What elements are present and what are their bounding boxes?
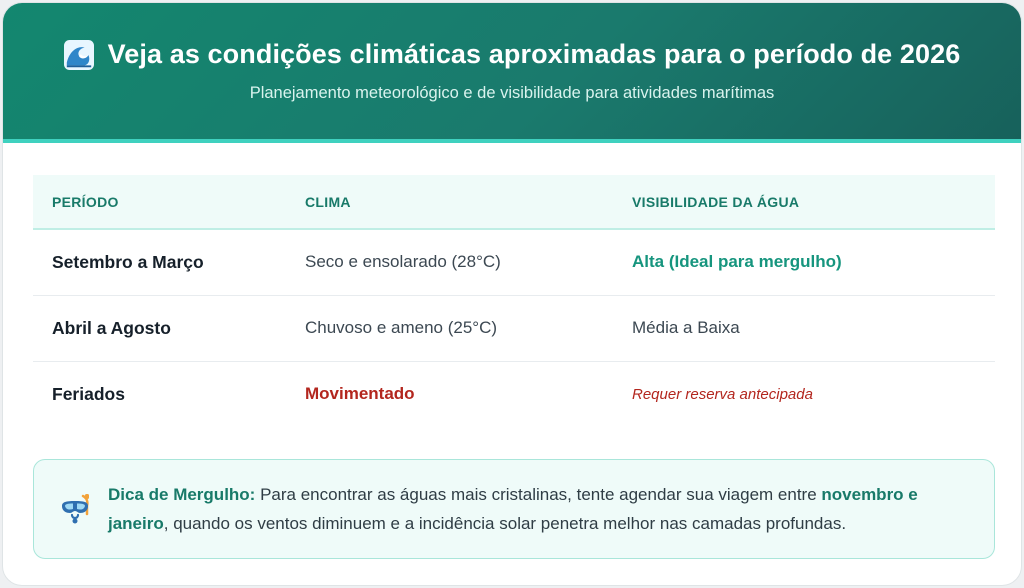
diving-tip-text: [108, 480, 970, 538]
row-visibility: Média a Baixa: [632, 295, 995, 361]
row-visibility: Requer reserva antecipada: [632, 385, 813, 403]
table-row: [33, 229, 995, 295]
weather-card: [2, 2, 1022, 586]
page-title: Veja as condições climáticas aproximadas para o período de 2026: [107, 39, 961, 69]
title-row: [3, 39, 1021, 70]
diving-mask-icon: [58, 492, 92, 526]
row-climate: Seco e ensolarado (28°C): [305, 229, 632, 295]
card-header: [3, 3, 1021, 143]
wave-icon: [64, 40, 94, 70]
table-row: [33, 361, 995, 427]
column-header-visibility: VISIBILIDADE DA ÁGUA: [632, 175, 995, 229]
table-row: [33, 295, 995, 361]
tip-label: Dica de Mergulho:: [108, 485, 256, 504]
row-visibility: Alta (Ideal para mergulho): [632, 229, 995, 295]
tip-text-after: , quando os ventos diminuem e a incidência solar penetra melhor nas camadas profundas.: [163, 514, 847, 533]
page-subtitle: Planejamento meteorológico e de visibilidade para atividades marítimas: [249, 84, 775, 102]
row-period: Setembro a Março: [33, 229, 305, 295]
row-climate: Movimentado: [305, 384, 415, 404]
diving-tip-box: [33, 459, 995, 559]
row-period: Feriados: [52, 383, 125, 404]
column-header-climate: CLIMA: [305, 175, 632, 229]
row-climate: Chuvoso e ameno (25°C): [305, 295, 632, 361]
conditions-table: [33, 175, 995, 427]
tip-text-before: Para encontrar as águas mais cristalinas, tente agendar sua viagem entre: [255, 485, 822, 504]
conditions-table-wrap: [33, 175, 995, 427]
column-header-period: PERÍODO: [33, 175, 305, 229]
tip-highlight: novembro e janeiro: [108, 485, 918, 533]
row-period: Abril a Agosto: [33, 295, 305, 361]
table-header-row: [33, 175, 995, 229]
